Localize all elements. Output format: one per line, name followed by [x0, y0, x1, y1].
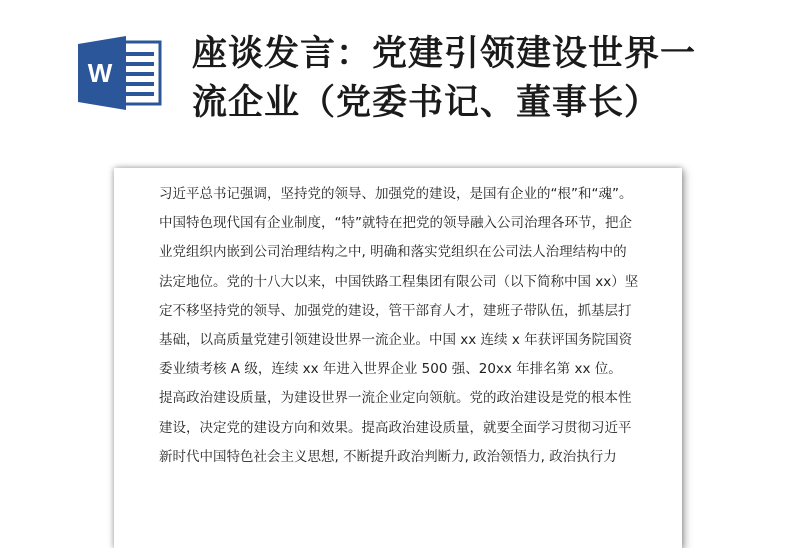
document-page	[114, 168, 682, 548]
document-preview-area	[0, 160, 800, 526]
svg-text:W: W	[87, 58, 113, 88]
title-line: 座谈发言：党建引领建设世界一	[192, 34, 697, 74]
text-line: 中国特色现代国有企业制度，“特”就特在把党的领导融入公司治理各环节，把企	[159, 215, 632, 232]
text-line: 委业绩考核 A 级，连续 xx 年进入世界企业 500 强、20xx 年排名第 xx 位。	[159, 361, 622, 378]
text-line: 基础，以高质量党建引领建设世界一流企业。中国 xx 连续 x 年获评国务院国资	[159, 331, 633, 348]
text-line: 提高政治建设质量，为建设世界一流企业定向领航。党的政治建设是党的根本性	[159, 390, 632, 407]
document-body	[159, 180, 649, 472]
text-line: 法定地位。党的十八大以来，中国铁路工程集团有限公司（以下简称中国 xx）坚	[159, 273, 639, 290]
text-line: 新时代中国特色社会主义思想, 不断提升政治判断力, 政治领悟力, 政治执行力	[159, 448, 617, 465]
text-line: 定不移坚持党的领导、加强党的建设，管干部育人才，建班子带队伍，抓基层打	[159, 302, 632, 319]
text-line: 建设，决定党的建设方向和效果。提高政治建设质量，就要全面学习贯彻习近平	[159, 419, 632, 436]
title-line: 流企业（党委书记、董事长）	[192, 83, 661, 123]
page-title	[192, 30, 792, 128]
header	[0, 0, 800, 160]
text-line: 业党组织内嵌到公司治理结构之中, 明确和落实党组织在公司法人治理结构中的	[159, 244, 627, 261]
text-line: 习近平总书记强调，坚持党的领导、加强党的建设，是国有企业的“根”和“魂”。	[159, 186, 633, 202]
word-document-icon	[76, 34, 164, 112]
